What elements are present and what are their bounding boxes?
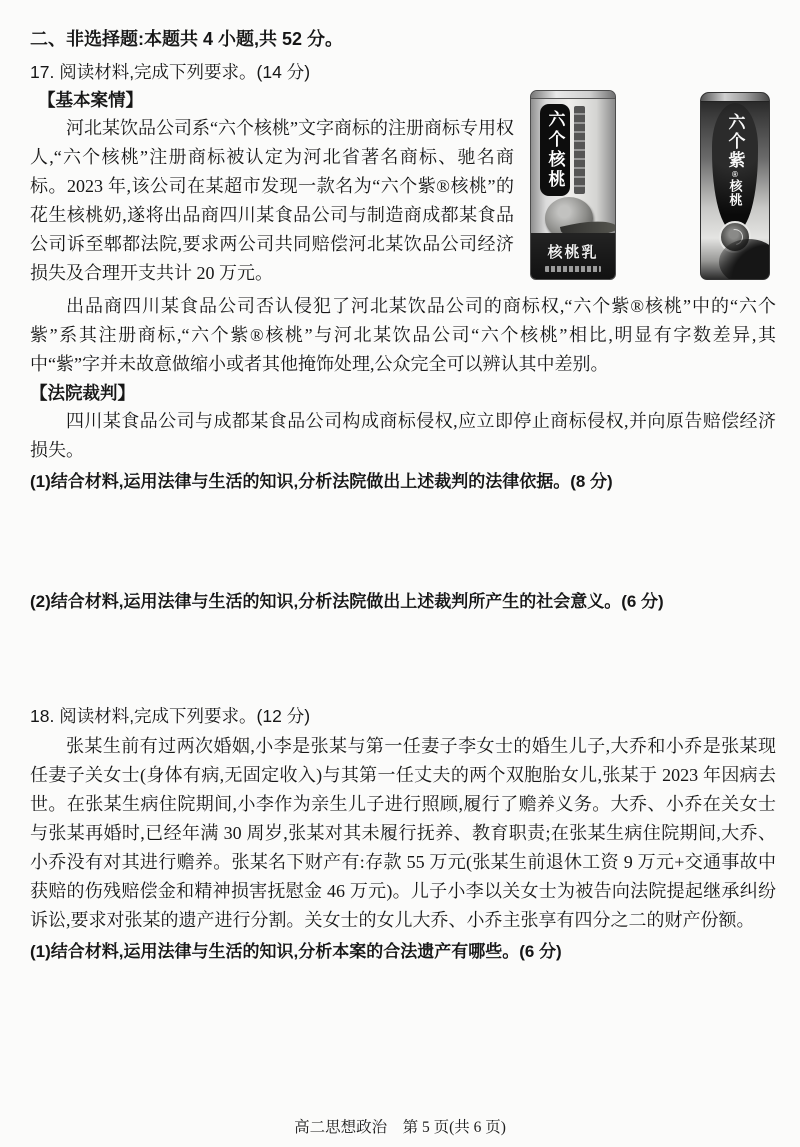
can-right-shadow xyxy=(719,239,770,280)
case-facts-label: 【基本案情】 xyxy=(38,90,143,110)
can-lid xyxy=(701,93,769,102)
q17-paragraph-2: 出品商四川某食品公司否认侵犯了河北某饮品公司的商标权,“六个紫®核桃”中的“六个紫”系其注册商标,“六个紫®核桃”与河北某饮品公司“六个核桃”相比,明显有字数差异,其中“紫”字并未故意做缩小或者其他掩饰处理,公众完全可以辨认其中差别。 xyxy=(30,296,776,374)
registered-mark: ® xyxy=(730,170,740,179)
q17-paragraph-1: 河北某饮品公司系“六个核桃”文字商标的注册商标专用权人,“六个核桃”注册商标被认定为河北省著名商标、驰名商标。2023 年,该公司在某超市发现一款名为“六个紫®核桃”的花生核桃奶,遂将出品商四川某食品公司与制造商成都某食品公司诉至郫都法院,要求两公司共同赔偿河北某饮品公司经济损失及合理开支共计 20 万元。 xyxy=(30,118,514,283)
question-18-heading: 18. 阅读材料,完成下列要求。(12 分) xyxy=(30,706,311,726)
court-judgment-label: 【法院裁判】 xyxy=(30,383,135,403)
page-footer: 高二思想政治 第 5 页(共 6 页) xyxy=(294,1119,506,1136)
section-header: 二、非选择题:本题共 4 小题,共 52 分。 xyxy=(30,29,344,49)
question-17-heading: 17. 阅读材料,完成下列要求。(14 分) xyxy=(30,62,311,82)
can-left-bottom-label: 核桃乳 xyxy=(547,243,599,261)
q17-subquestion-2: (2)结合材料,运用法律与生活的知识,分析法院做出上述裁判所产生的社会意义。(6 分) xyxy=(30,592,664,611)
can-left-fineprint-strip xyxy=(574,106,585,194)
product-cans-figure xyxy=(524,86,776,284)
can-left-bottom-band xyxy=(531,233,615,279)
can-six-purple xyxy=(700,92,770,280)
q17-subquestion-1: (1)结合材料,运用法律与生活的知识,分析法院做出上述裁判的法律依据。(8 分) xyxy=(30,472,613,491)
q18-subquestion-1: (1)结合材料,运用法律与生活的知识,分析本案的合法遗产有哪些。(6 分) xyxy=(30,942,562,961)
answer-space xyxy=(30,616,776,702)
q17-paragraph-3: 四川某食品公司与成都某食品公司构成商标侵权,应立即停止商标侵权,并向原告赔偿经济损失。 xyxy=(30,411,776,460)
can-right-label-panel xyxy=(712,103,758,231)
can-right-brand-text: 六个紫®核桃 xyxy=(725,113,745,207)
can-left-fineprint xyxy=(545,266,601,272)
can-lid xyxy=(531,91,615,99)
can-six-walnuts xyxy=(530,90,616,280)
can-left-brand-text: 六个核桃 xyxy=(545,110,565,190)
brand-pill xyxy=(540,104,570,196)
q18-paragraph-1: 张某生前有过两次婚姻,小李是张某与第一任妻子李女士的婚生儿子,大乔和小乔是张某现任妻子关女士(身体有病,无固定收入)与其第一任丈夫的两个双胞胎女儿,张某于 2023 年因病去世。在张某生病住院期间,小李作为亲生儿子进行照顾,履行了赡养义务。大乔、小乔在关女士与张某再婚时,已经年满 30 周岁,张某对其未履行抚养、教育职责;在张某生病住院期间,大乔、小乔没有对其进行赡养。张某名下财产有:存款 55 万元(张某生前退休工资 9 万元+交通事故中获赔的伤残赔偿金和精神损害抚慰金 46 万元)。儿子小李以关女士为被告向法院提起继承纠纷诉讼,要求对张某的遗产进行分割。关女士的女儿大乔、小乔主张享有四分之二的财产份额。 xyxy=(30,736,776,930)
answer-space xyxy=(30,496,776,585)
